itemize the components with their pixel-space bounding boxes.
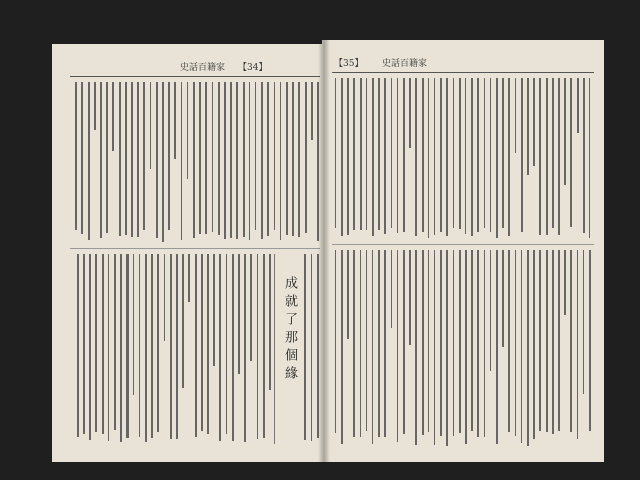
text-column-line bbox=[428, 250, 429, 432]
text-column-line bbox=[238, 254, 240, 374]
text-column-line bbox=[232, 254, 234, 441]
text-column-line bbox=[384, 250, 385, 437]
text-column-line bbox=[257, 254, 259, 439]
text-column-line bbox=[170, 254, 172, 439]
text-column-line bbox=[292, 82, 294, 236]
text-column-line bbox=[133, 254, 135, 395]
text-column-line bbox=[126, 254, 128, 438]
right-header-rule bbox=[332, 72, 594, 73]
text-column-line bbox=[391, 78, 393, 228]
text-column-line bbox=[102, 254, 104, 434]
text-column-line bbox=[521, 78, 523, 232]
text-column-line bbox=[212, 82, 214, 232]
text-column-line bbox=[397, 250, 399, 442]
text-column-line bbox=[539, 250, 541, 431]
text-column-line bbox=[106, 82, 108, 233]
text-column-line bbox=[515, 250, 516, 436]
text-column-line bbox=[224, 82, 226, 239]
text-column-line bbox=[422, 250, 424, 435]
text-column-line bbox=[477, 78, 479, 232]
text-column-line bbox=[564, 250, 566, 315]
text-column-line bbox=[589, 250, 591, 431]
text-column-line bbox=[459, 78, 461, 229]
text-column-line bbox=[496, 250, 498, 444]
text-column-line bbox=[440, 78, 442, 232]
text-column-line bbox=[83, 254, 85, 434]
text-column-line bbox=[434, 78, 435, 235]
right-section-rule bbox=[332, 244, 594, 245]
text-column-line bbox=[151, 254, 153, 438]
text-column-line bbox=[347, 250, 349, 339]
text-column-line bbox=[446, 250, 448, 446]
text-column-line bbox=[360, 78, 362, 230]
right-upper-text-columns bbox=[334, 78, 592, 238]
text-column-line bbox=[552, 250, 554, 434]
text-column-line bbox=[244, 254, 246, 442]
text-column-line bbox=[143, 82, 145, 230]
text-column-line bbox=[157, 254, 159, 432]
text-column-line bbox=[120, 254, 122, 442]
text-column-line bbox=[360, 250, 362, 437]
text-column-line bbox=[378, 250, 380, 437]
text-column-line bbox=[490, 78, 491, 232]
text-column-line bbox=[150, 82, 152, 169]
text-column-line bbox=[409, 78, 411, 148]
text-column-line bbox=[521, 250, 522, 443]
text-column-line bbox=[471, 78, 472, 236]
text-column-line bbox=[353, 78, 355, 230]
text-column-line bbox=[145, 254, 147, 442]
text-column-line bbox=[453, 78, 455, 228]
text-column-line bbox=[213, 254, 215, 366]
text-column-line bbox=[502, 250, 504, 347]
text-column-line bbox=[384, 78, 386, 234]
text-column-line bbox=[372, 250, 373, 444]
text-column-line bbox=[366, 250, 367, 431]
text-column-line bbox=[533, 78, 535, 166]
text-column-line bbox=[471, 250, 473, 431]
left-page bbox=[52, 44, 328, 462]
text-column-line bbox=[465, 78, 466, 234]
text-column-line bbox=[139, 254, 140, 437]
text-column-line bbox=[484, 250, 486, 437]
text-column-line bbox=[347, 78, 349, 235]
left-header-page-number: 【34】 bbox=[238, 63, 268, 73]
text-column-line bbox=[391, 250, 393, 328]
text-column-line bbox=[453, 250, 455, 436]
text-column-line bbox=[119, 82, 121, 236]
text-column-line bbox=[218, 82, 220, 235]
book-gutter bbox=[318, 40, 330, 462]
text-column-line bbox=[446, 78, 448, 236]
text-column-line bbox=[570, 250, 572, 432]
left-upper-text-columns bbox=[74, 82, 320, 242]
text-column-line bbox=[269, 254, 271, 390]
text-column-line bbox=[477, 250, 479, 437]
text-column-line bbox=[174, 82, 176, 159]
text-column-line bbox=[304, 254, 306, 440]
text-column-line bbox=[428, 78, 430, 238]
text-column-line bbox=[353, 250, 355, 437]
text-column-line bbox=[137, 82, 138, 237]
left-header-rule bbox=[70, 76, 320, 77]
text-column-line bbox=[114, 254, 116, 430]
text-column-line bbox=[508, 250, 510, 432]
text-column-line bbox=[546, 250, 548, 432]
text-column-line bbox=[89, 254, 91, 440]
text-column-line bbox=[311, 82, 313, 140]
text-column-line bbox=[108, 254, 109, 441]
text-column-line bbox=[75, 82, 77, 230]
text-column-line bbox=[207, 254, 209, 434]
text-column-line bbox=[125, 82, 127, 235]
text-column-line bbox=[378, 78, 380, 230]
text-column-line bbox=[81, 82, 83, 234]
right-page bbox=[322, 40, 604, 462]
text-column-line bbox=[366, 78, 367, 230]
text-column-line bbox=[181, 82, 183, 240]
text-column-line bbox=[274, 82, 276, 230]
text-column-line bbox=[539, 78, 541, 235]
text-column-line bbox=[249, 82, 250, 240]
text-column-line bbox=[311, 254, 313, 441]
text-column-line bbox=[415, 78, 417, 236]
text-column-line bbox=[570, 78, 572, 227]
text-column-line bbox=[372, 78, 374, 236]
text-column-line bbox=[182, 254, 184, 388]
text-column-line bbox=[341, 250, 343, 444]
text-column-line bbox=[176, 254, 178, 439]
text-column-line bbox=[583, 78, 585, 233]
text-column-line bbox=[298, 82, 300, 237]
text-column-line bbox=[199, 82, 200, 234]
text-column-line bbox=[195, 254, 197, 437]
left-margin-text bbox=[300, 254, 320, 444]
text-column-line bbox=[286, 82, 288, 235]
text-column-line bbox=[502, 78, 504, 228]
text-column-line bbox=[577, 78, 579, 133]
text-column-line bbox=[397, 78, 398, 233]
text-column-line bbox=[490, 250, 491, 371]
text-column-line bbox=[484, 78, 486, 228]
text-column-line bbox=[205, 82, 207, 234]
right-lower-text-columns bbox=[334, 250, 592, 446]
text-column-line bbox=[156, 82, 158, 238]
text-column-line bbox=[250, 254, 251, 361]
text-column-line bbox=[88, 82, 90, 240]
right-header-page-number: 【35】 bbox=[334, 59, 364, 69]
text-column-line bbox=[193, 82, 195, 238]
text-column-line bbox=[527, 250, 529, 446]
text-column-line bbox=[577, 250, 579, 439]
text-column-line bbox=[95, 254, 97, 432]
text-column-line bbox=[162, 82, 164, 242]
text-column-line bbox=[508, 78, 509, 236]
text-column-line bbox=[515, 78, 516, 153]
text-column-line bbox=[341, 78, 343, 236]
text-column-line bbox=[335, 250, 336, 433]
text-column-line bbox=[305, 82, 307, 233]
text-column-line bbox=[558, 250, 560, 431]
text-column-line bbox=[255, 82, 256, 230]
text-column-line bbox=[77, 254, 79, 437]
text-column-line bbox=[187, 82, 188, 179]
text-column-line bbox=[403, 250, 405, 434]
text-column-line bbox=[188, 254, 189, 302]
text-column-line bbox=[131, 82, 133, 237]
story-title: 成就了那個緣 bbox=[282, 276, 297, 384]
text-column-line bbox=[552, 78, 554, 228]
text-column-line bbox=[564, 78, 566, 185]
text-column-line bbox=[94, 82, 96, 130]
text-column-line bbox=[236, 82, 238, 239]
left-header-title: 史話百籍家 bbox=[180, 63, 226, 73]
text-column-line bbox=[263, 254, 265, 438]
left-lower-text-columns bbox=[74, 254, 272, 444]
text-column-line bbox=[201, 254, 203, 431]
text-column-line bbox=[112, 82, 114, 151]
text-column-line bbox=[546, 78, 548, 235]
text-column-line bbox=[280, 82, 281, 240]
text-column-line bbox=[403, 78, 405, 232]
text-column-line bbox=[168, 82, 169, 230]
title-divider bbox=[274, 254, 275, 444]
left-section-rule bbox=[70, 248, 320, 249]
text-column-line bbox=[164, 254, 166, 341]
text-column-line bbox=[496, 78, 498, 238]
text-column-line bbox=[230, 82, 232, 238]
text-column-line bbox=[434, 250, 435, 445]
text-column-line bbox=[422, 78, 424, 232]
text-column-line bbox=[100, 82, 102, 238]
text-column-line bbox=[409, 250, 411, 345]
text-column-line bbox=[219, 254, 221, 441]
text-column-line bbox=[261, 82, 263, 239]
text-column-line bbox=[465, 250, 467, 444]
text-column-line bbox=[415, 250, 416, 445]
text-column-line bbox=[243, 82, 245, 237]
text-column-line bbox=[267, 82, 269, 236]
text-column-line bbox=[527, 78, 529, 175]
text-column-line bbox=[583, 250, 585, 394]
text-column-line bbox=[440, 250, 442, 436]
text-column-line bbox=[533, 250, 535, 439]
text-column-line bbox=[589, 78, 590, 238]
text-column-line bbox=[335, 78, 336, 228]
text-column-line bbox=[226, 254, 228, 434]
text-column-line bbox=[558, 78, 560, 235]
text-column-line bbox=[459, 250, 461, 433]
right-header-title: 史話百籍家 bbox=[382, 59, 428, 69]
